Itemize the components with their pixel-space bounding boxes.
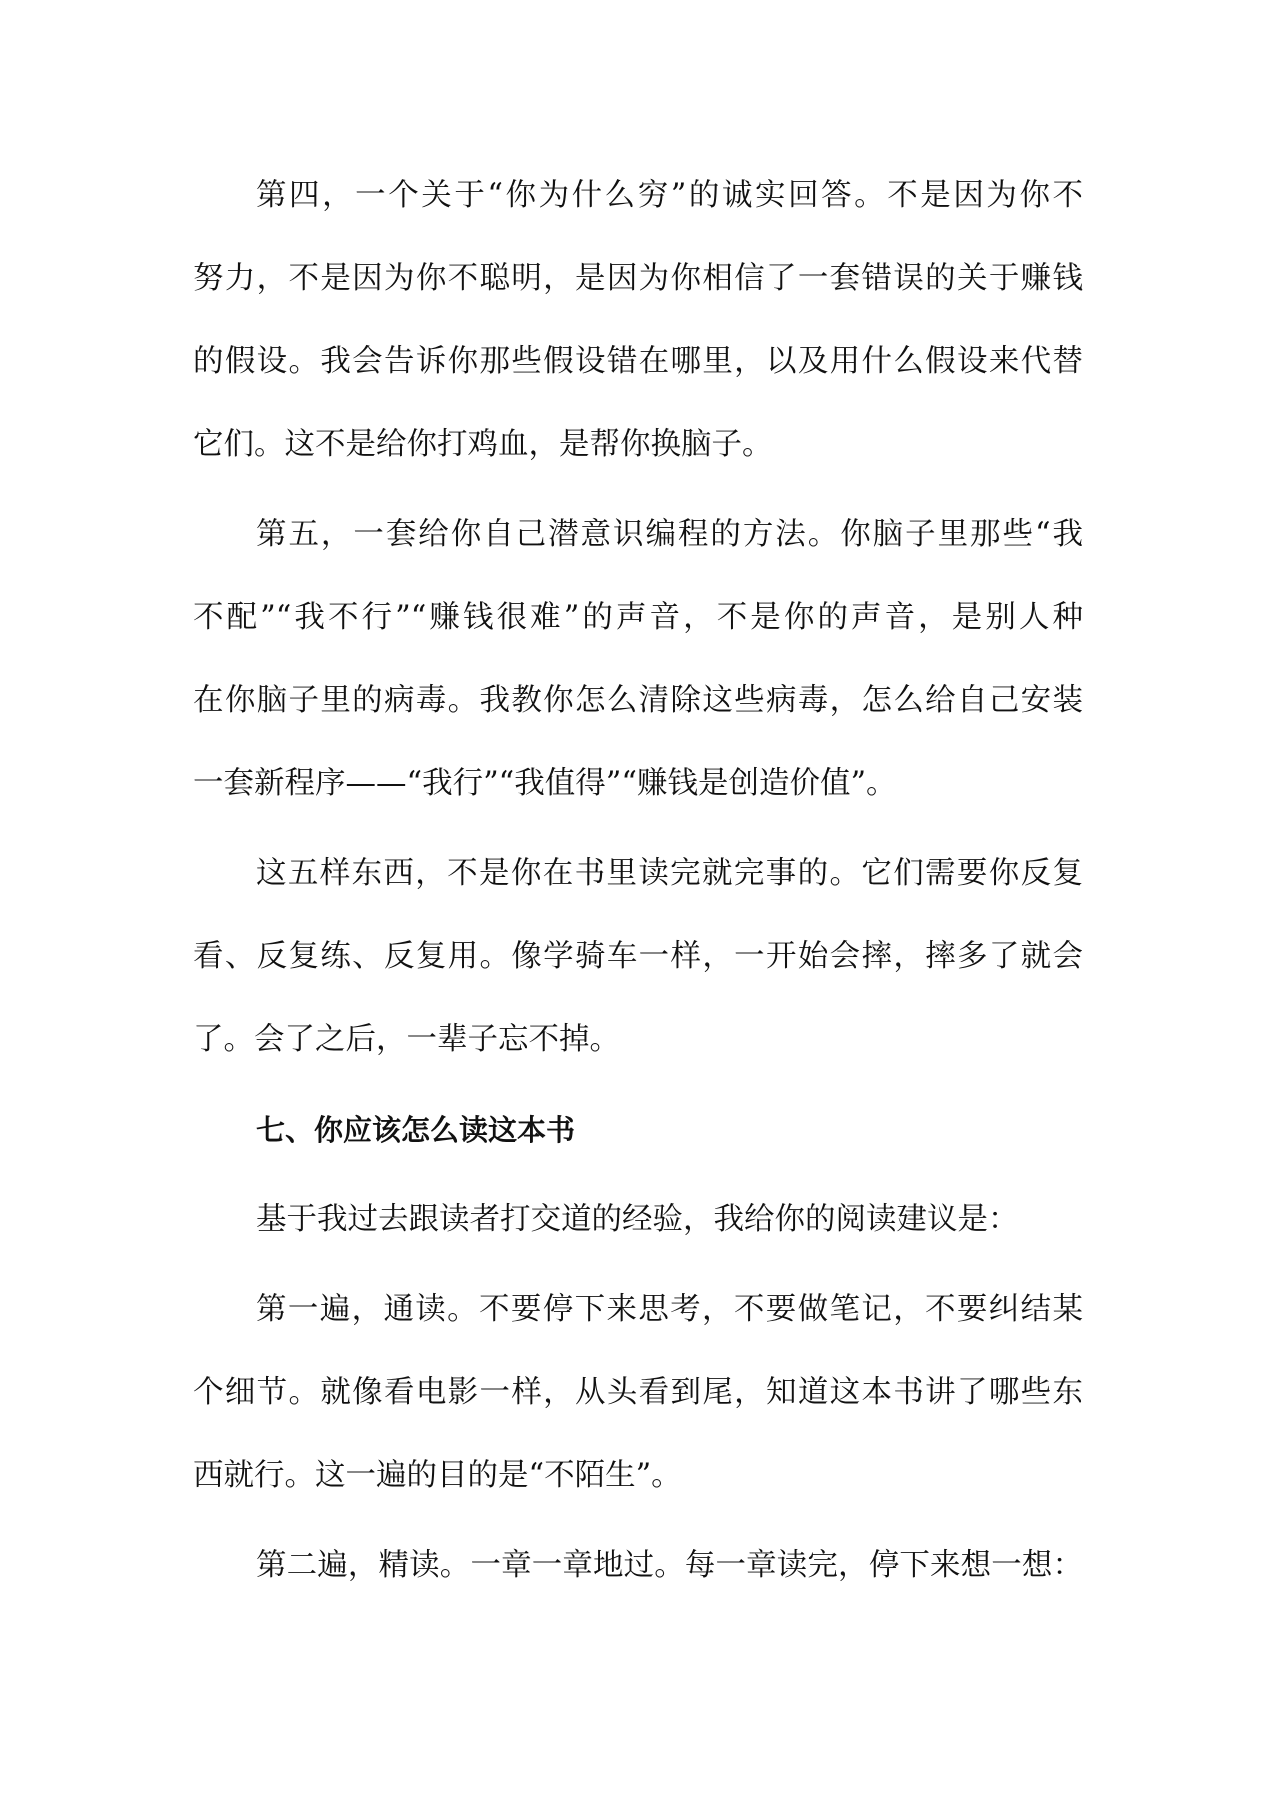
paragraph-4-line-4: 它们。这不是给你打鸡血，是帮你换脑子。 (193, 427, 773, 462)
first-read-line-3: 西就行。这一遍的目的是“不陌生”。 (193, 1458, 682, 1493)
section-heading: 七、你应该怎么读这本书 (256, 1113, 576, 1147)
summary-line-2: 看、反复练、反复用。像学骑车一样，一开始会摔，摔多了就会 (193, 939, 1083, 974)
paragraph-5-line-1: 第五，一套给你自己潜意识编程的方法。你脑子里那些“我 (256, 517, 1083, 552)
first-read-line-1: 第一遍，通读。不要停下来思考，不要做笔记，不要纠结某 (256, 1292, 1083, 1327)
second-read-line-1: 第二遍，精读。一章一章地过。每一章读完，停下来想一想： (256, 1548, 1083, 1583)
summary-line-3: 了。会了之后，一辈子忘不掉。 (193, 1022, 620, 1057)
paragraph-5-line-2: 不配”“我不行”“赚钱很难”的声音，不是你的声音，是别人种 (193, 600, 1083, 635)
paragraph-5-line-3: 在你脑子里的病毒。我教你怎么清除这些病毒，怎么给自己安装 (193, 683, 1083, 718)
paragraph-4-line-3: 的假设。我会告诉你那些假设错在哪里，以及用什么假设来代替 (193, 344, 1083, 379)
paragraph-4-line-2: 努力，不是因为你不聪明，是因为你相信了一套错误的关于赚钱 (193, 261, 1083, 296)
reading-advice-intro: 基于我过去跟读者打交道的经验，我给你的阅读建议是： (256, 1202, 1019, 1237)
summary-line-1: 这五样东西，不是你在书里读完就完事的。它们需要你反复 (256, 856, 1083, 891)
paragraph-5-line-4: 一套新程序——“我行”“我值得”“赚钱是创造价值”。 (193, 766, 897, 801)
first-read-line-2: 个细节。就像看电影一样，从头看到尾，知道这本书讲了哪些东 (193, 1375, 1083, 1410)
paragraph-4-line-1: 第四，一个关于“你为什么穷”的诚实回答。不是因为你不 (256, 178, 1083, 213)
